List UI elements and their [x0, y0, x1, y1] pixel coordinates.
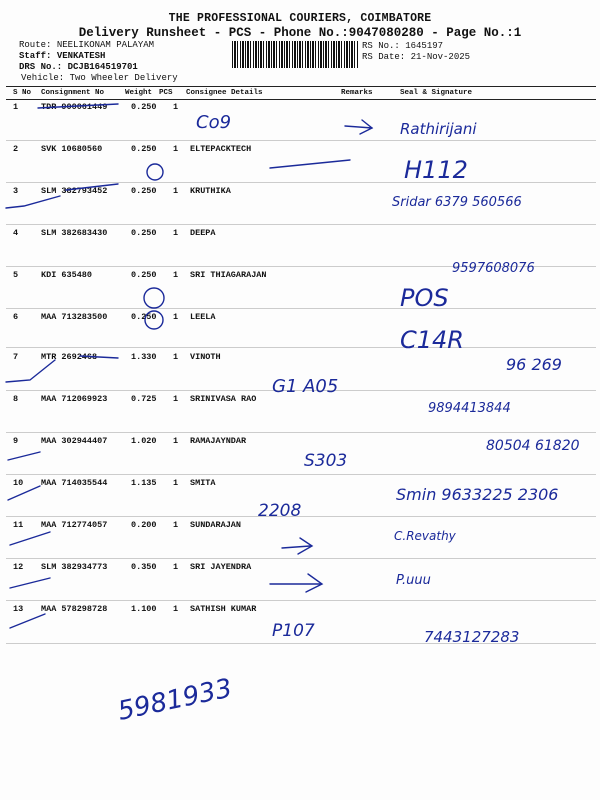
staff-line	[19, 51, 105, 61]
row-divider	[6, 516, 596, 517]
row-weight: 1.330	[131, 352, 157, 362]
rs-date-value: 21-Nov-2025	[410, 52, 471, 62]
handwritten-signature: 9894413844	[428, 401, 511, 416]
col-header-weight: Weight	[125, 89, 153, 97]
row-consignee: SUNDARAJAN	[190, 520, 242, 530]
col-header-seal: Seal & Signature	[400, 89, 473, 97]
row-consignment: MAA 578298728	[41, 604, 108, 614]
row-pcs: 1	[173, 270, 179, 280]
row-pcs: 1	[173, 394, 179, 404]
row-sno: 10	[13, 478, 24, 488]
row-consignment: SLM 382934773	[41, 562, 108, 572]
rs-no-label: RS No.:	[362, 41, 400, 51]
row-weight: 0.350	[131, 562, 157, 572]
table-row	[0, 436, 600, 478]
row-weight: 0.250	[131, 102, 157, 112]
handwritten-signature: C.Revathy	[394, 529, 456, 543]
table-row	[0, 352, 600, 394]
route-value: NEELIKONAM PALAYAM	[56, 40, 155, 50]
row-pcs: 1	[173, 520, 179, 530]
row-consignee: ELTEPACKTECH	[190, 144, 252, 154]
row-consignment: SVK 10680560	[41, 144, 103, 154]
handwritten-signature: 7443127283	[424, 628, 520, 646]
row-divider	[6, 474, 596, 475]
rs-no-value: 1645197	[405, 41, 444, 51]
rs-date-label: RS Date:	[362, 52, 406, 62]
row-sno: 4	[13, 228, 19, 238]
row-sno: 1	[13, 102, 19, 112]
row-consignment: MAA 714035544	[41, 478, 108, 488]
row-consignment: MAA 713283500	[41, 312, 108, 322]
rs-no-line	[362, 41, 443, 51]
row-sno: 11	[13, 520, 24, 530]
row-consignment: SLM 382793452	[41, 186, 108, 196]
table-row	[0, 394, 600, 436]
vehicle-value: Two Wheeler Delivery	[69, 73, 178, 83]
row-sno: 3	[13, 186, 19, 196]
drs-label: DRS No.:	[19, 62, 63, 72]
company-title: THE PROFESSIONAL COURIERS, COIMBATORE	[168, 12, 432, 25]
row-consignment: MTR 2692468	[41, 352, 98, 362]
drs-line	[19, 62, 138, 72]
vehicle-line	[21, 73, 178, 83]
route-line	[19, 40, 154, 50]
row-weight: 0.250	[131, 186, 157, 196]
row-divider	[6, 140, 596, 141]
row-weight: 1.020	[131, 436, 157, 446]
handwritten-signature: Sridar 6379 560566	[392, 195, 522, 210]
handwritten-signature: 96 269	[506, 355, 562, 374]
row-divider	[6, 347, 596, 348]
col-header-sno: S No	[13, 89, 32, 97]
row-divider	[6, 643, 596, 644]
header-bottom-rule	[6, 99, 596, 100]
row-pcs: 1	[173, 144, 179, 154]
row-sno: 7	[13, 352, 19, 362]
row-sno: 2	[13, 144, 19, 154]
row-consignment: KDI 635480	[41, 270, 93, 280]
row-divider	[6, 224, 596, 225]
row-sno: 12	[13, 562, 24, 572]
rs-date-line	[362, 52, 470, 62]
row-weight: 0.200	[131, 520, 157, 530]
row-weight: 0.250	[131, 312, 157, 322]
handwritten-signature: Rathirijani	[400, 120, 477, 138]
row-consignee: SMITA	[190, 478, 216, 488]
row-weight: 1.100	[131, 604, 157, 614]
row-divider	[6, 600, 596, 601]
drs-value: DCJB164519701	[67, 62, 138, 72]
handwritten-note: Co9	[196, 112, 232, 133]
row-consignee: LEELA	[190, 312, 216, 322]
row-divider	[6, 558, 596, 559]
handwritten-note: S303	[304, 451, 348, 471]
row-sno: 5	[13, 270, 19, 280]
handwritten-signature: C14R	[400, 326, 464, 354]
row-pcs: 1	[173, 436, 179, 446]
row-weight: 1.135	[131, 478, 157, 488]
row-pcs: 1	[173, 186, 179, 196]
handwritten-signature: P.uuu	[396, 573, 431, 588]
col-header-consignee: Consignee Details	[186, 89, 263, 97]
row-consignment: MAA 302944407	[41, 436, 108, 446]
handwritten-footer-number: 5981933	[115, 673, 235, 727]
row-divider	[6, 308, 596, 309]
row-weight: 0.725	[131, 394, 157, 404]
runsheet-subtitle: Delivery Runsheet - PCS - Phone No.:9047080280 - Page No.:1	[78, 26, 522, 40]
row-divider	[6, 432, 596, 433]
row-consignment: SLM 382683430	[41, 228, 108, 238]
vehicle-label: Vehicle:	[21, 73, 65, 83]
row-weight: 0.250	[131, 270, 157, 280]
handwritten-note: G1 A05	[272, 376, 339, 397]
row-pcs: 1	[173, 352, 179, 362]
row-consignee: DEEPA	[190, 228, 216, 238]
row-pcs: 1	[173, 604, 179, 614]
handwritten-signature: 9597608076	[452, 261, 535, 276]
col-header-pcs: PCS	[159, 89, 173, 97]
row-divider	[6, 182, 596, 183]
table-row	[0, 478, 600, 520]
handwritten-note: 2208	[258, 501, 302, 521]
row-pcs: 1	[173, 562, 179, 572]
row-sno: 8	[13, 394, 19, 404]
route-label: Route:	[19, 40, 52, 50]
table-row	[0, 186, 600, 228]
row-sno: 6	[13, 312, 19, 322]
row-pcs: 1	[173, 228, 179, 238]
col-header-consignment: Consignment No	[41, 89, 105, 97]
row-consignee: SATHISH KUMAR	[190, 604, 257, 614]
handwritten-signature: H112	[404, 156, 468, 184]
row-sno: 9	[13, 436, 19, 446]
row-weight: 0.250	[131, 144, 157, 154]
row-consignee: RAMAJAYNDAR	[190, 436, 247, 446]
row-consignee: VINOTH	[190, 352, 221, 362]
staff-value: VENKATESH	[56, 51, 106, 61]
table-row	[0, 144, 600, 186]
row-consignment: MAA 712069923	[41, 394, 108, 404]
handwritten-signature: Smin 9633225 2306	[396, 485, 559, 504]
table-row	[0, 228, 600, 270]
handwritten-signature: 80504 61820	[486, 438, 580, 454]
barcode	[232, 41, 358, 68]
table-row	[0, 562, 600, 604]
row-sno: 13	[13, 604, 24, 614]
row-divider	[6, 390, 596, 391]
handwritten-signature: POS	[400, 284, 449, 312]
handwritten-note: P107	[272, 621, 315, 641]
table-row	[0, 520, 600, 562]
row-divider	[6, 266, 596, 267]
col-header-remarks: Remarks	[341, 89, 373, 97]
row-consignee: SRI THIAGARAJAN	[190, 270, 267, 280]
staff-label: Staff:	[19, 51, 52, 61]
row-consignee: SRI JAYENDRA	[190, 562, 252, 572]
row-consignee: KRUTHIKA	[190, 186, 231, 196]
table-top-rule	[6, 86, 596, 87]
row-pcs: 1	[173, 478, 179, 488]
table-row	[0, 102, 600, 144]
row-consignee: SRINIVASA RAO	[190, 394, 257, 404]
row-consignment: MAA 712774057	[41, 520, 108, 530]
row-pcs: 1	[173, 102, 179, 112]
row-weight: 0.250	[131, 228, 157, 238]
row-consignment: TDR 900061449	[41, 102, 108, 112]
table-row	[0, 604, 600, 646]
table-row	[0, 270, 600, 312]
row-pcs: 1	[173, 312, 179, 322]
